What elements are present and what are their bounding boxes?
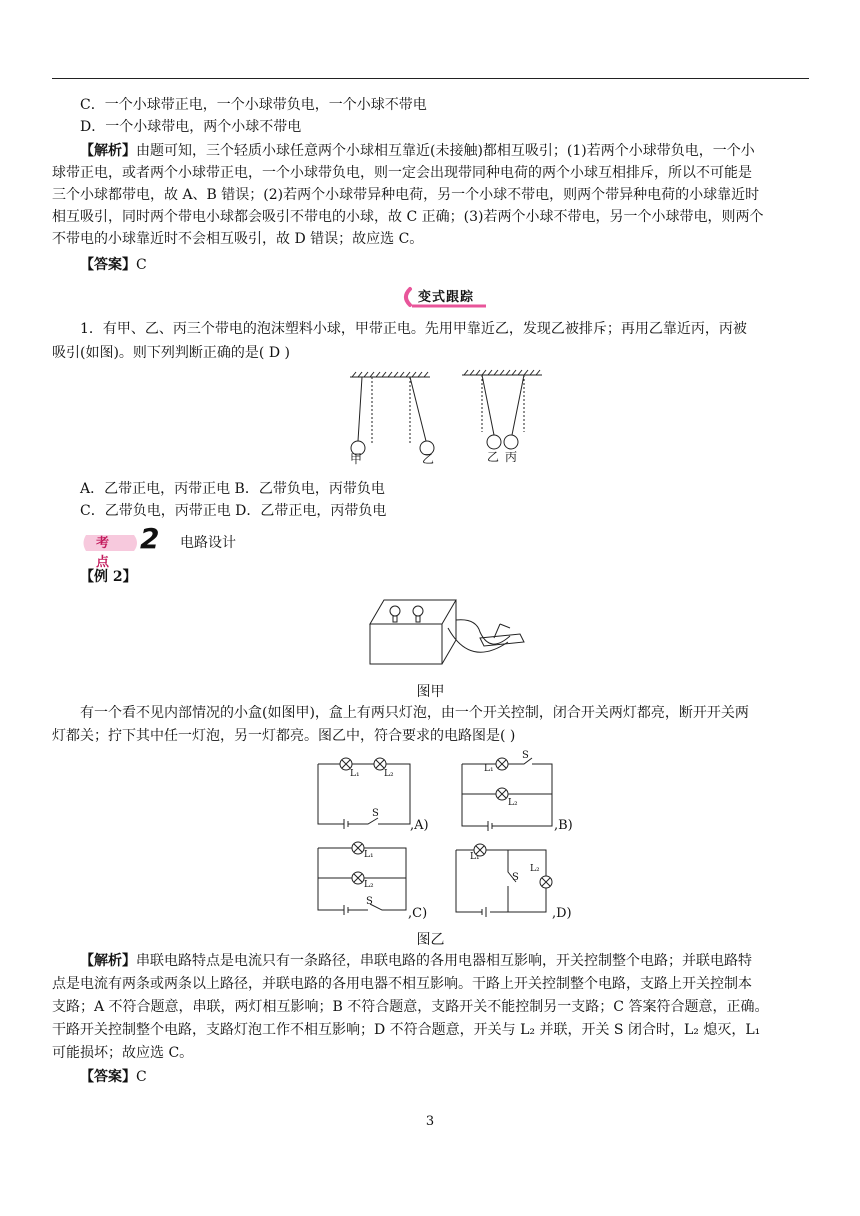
circuit-c-tag: ,C) — [408, 906, 428, 921]
circuit-d-tag: ,D) — [552, 906, 572, 921]
analysis-2-line-3: 支路；A 不符合题意，串联，两灯相互影响；B 不符合题意，支路开关不能控制另一支路；C 答案符合题意，正确。 — [52, 999, 769, 1015]
circuit-d-switch-label: S — [512, 872, 519, 883]
circuit-a-l2: L₂ — [384, 769, 394, 779]
analysis-2-line-2: 点是电流有两条或两条以上路径，并联电路的各用电器不相互影响。干路上开关控制整个电路，支路上开关控制本 — [52, 976, 752, 992]
analysis-2-line-5: 可能损坏；故应选 C。 — [52, 1045, 194, 1061]
answer-value: C — [136, 257, 147, 273]
pendulum-label-bing: 丙 — [505, 450, 518, 464]
question-1-options-cd: C．乙带负电，丙带正电 D．乙带正电，丙带负电 — [80, 503, 387, 519]
box-figure — [370, 598, 530, 668]
variant-badge — [400, 286, 488, 308]
figure-jia-caption: 图甲 — [416, 684, 445, 700]
analysis-1-line-1 — [80, 140, 809, 162]
answer-value: C — [136, 1069, 147, 1085]
question-2-line-2: 灯都关；拧下其中任一灯泡，另一灯都亮。图乙中，符合要求的电路图是( ) — [52, 728, 516, 744]
analysis-2-line-4: 干路开关控制整个电路，支路灯泡工作不相互影响；D 不符合题意，开关与 L₂ 并联，开关 S 闭合时，L₂ 熄灭，L₁ — [52, 1022, 761, 1038]
analysis-2-line-1 — [80, 950, 809, 972]
circuit-b-tag: ,B) — [554, 818, 573, 833]
question-2-line-1: 有一个看不见内部情况的小盒(如图甲)，盒上有两只灯泡，由一个开关控制，闭合开关两灯都亮，断开开关两 — [80, 705, 749, 721]
circuit-b-switch-label: S — [522, 750, 529, 761]
circuit-c-l1: L₁ — [364, 850, 374, 860]
analysis-tag: 【解析】 — [80, 143, 136, 159]
question-1-line-2: 吸引(如图)。则下列判断正确的是( D ) — [52, 345, 290, 361]
pendulum-label-yi: 乙 — [422, 452, 435, 466]
circuit-d-l1: L₁ — [470, 852, 480, 862]
analysis-1-line-5: 不带电的小球靠近时不会相互吸引，故 D 错误；故应选 C。 — [52, 231, 424, 247]
circuit-d-l2: L₂ — [530, 864, 540, 874]
circuit-b-l2: L₂ — [508, 798, 518, 808]
answer-1 — [80, 254, 809, 276]
pendulum-figure — [350, 372, 550, 472]
question-1-line-1: 1．有甲、乙、丙三个带电的泡沫塑料小球，甲带正电。先用甲靠近乙，发现乙被排斥；再用乙靠近丙，丙被 — [80, 321, 747, 337]
analysis-1-line-2: 球带正电，或者两个小球带正电，一个小球带负电，则一定会出现带同种电荷的两个小球互相排斥，所以不可能是 — [52, 165, 752, 181]
pendulum-label-jia: 甲 — [350, 452, 363, 466]
option-d: D．一个小球带电，两个小球不带电 — [80, 119, 302, 135]
example-2-label: 【例 2】 — [80, 569, 137, 585]
circuit-c-switch-label: S — [366, 896, 373, 907]
circuit-b-l1: L₁ — [484, 764, 494, 774]
header-rule — [52, 78, 809, 79]
analysis-1-line-4: 相互吸引，同时两个带电小球都会吸引不带电的小球，故 C 正确；(3)若两个小球不带电，另一个小球带电，则两个 — [52, 209, 764, 225]
analysis-text: 由题可知，三个轻质小球任意两个小球相互靠近(未接触)都相互吸引；(1)若两个小球带负电，一个小 — [136, 143, 755, 159]
answer-tag: 【答案】 — [80, 1069, 136, 1085]
kaodian-title: 电路设计 — [180, 535, 236, 551]
kaodian-number: 2 — [140, 522, 160, 555]
answer-tag: 【答案】 — [80, 257, 136, 273]
answer-2 — [80, 1066, 809, 1088]
option-c: C．一个小球带正电，一个小球带负电，一个小球不带电 — [80, 97, 427, 113]
analysis-1-line-3: 三个小球都带电，故 A、B 错误；(2)若两个小球带异种电荷，另一个小球不带电，则两个带异种电荷的小球靠近时 — [52, 187, 760, 203]
circuit-b — [462, 756, 562, 828]
circuit-a — [318, 758, 418, 828]
figure-yi-caption: 图乙 — [416, 932, 445, 948]
page-number: 3 — [425, 1114, 435, 1129]
badge-label: 变式跟踪 — [418, 290, 475, 305]
question-1-options-ab: A．乙带正电，丙带正电 B．乙带负电，丙带负电 — [80, 481, 385, 497]
kaodian-label: 考点 — [96, 536, 110, 570]
circuit-a-l1: L₁ — [350, 769, 360, 779]
circuit-a-tag: ,A) — [410, 818, 429, 833]
analysis-text: 串联电路特点是电流只有一条路径，串联电路的各用电器相互影响，开关控制整个电路；并联电路特 — [136, 953, 752, 969]
circuit-c-l2: L₂ — [364, 880, 374, 890]
pendulum-label-yi-2: 乙 — [487, 450, 500, 464]
analysis-tag: 【解析】 — [80, 953, 136, 969]
circuit-a-switch-label: S — [372, 808, 379, 819]
